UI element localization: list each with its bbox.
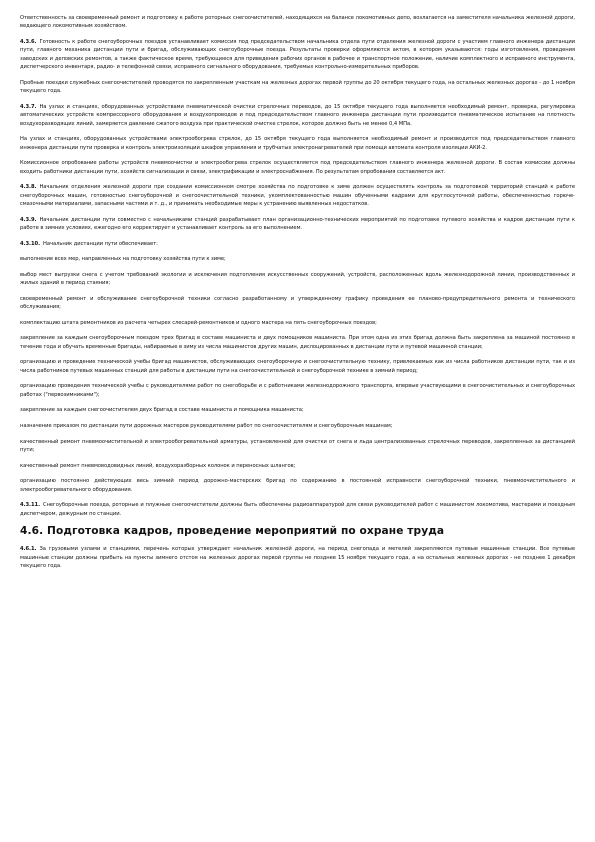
clause-number: 4.3.9.: [20, 216, 37, 223]
paragraph-text: Готовность к работе снегоуборочных поездов устанавливает комиссия под председательством начальника отдела пути отделения железной дороги с участием главного инженера дистанции пути, главного механика дистанции пути и бригад, обслуживающих снегоуборочные поезда. Результаты проверки оформляются актом, в котором указываются: годы изготовления, проведения заводских и деповских ремонтов, а также фактическое время, требующееся для приведения рабочих органов в рабочее и транспортное положение, наличие комплектного и исправного инструмента, диспетчерского инвентаря, радио- и телефонной связи, исправного сигнального оборудования, требуемых контрольно-измерительных приборов.: [20, 39, 575, 71]
paragraph-text: Начальник отделения железной дороги при создании комиссионном смотре хозяйства по подготовке к зиме должен осуществлять контроль за подготовкой территорий станций к работе снегоуборочных машин, готовностью снегоуборочной и снегоочистительной техники, укомплектованностью машин обученными кадрами для круглосуточной работы, обеспеченностью горюче-смазочными материалами, запасными частями и т. д., и принимать необходимые меры к устранению выявленных недостатков.: [20, 184, 575, 208]
paragraph: [20, 216, 575, 233]
paragraph: [20, 319, 575, 327]
paragraph: [20, 382, 575, 399]
paragraph: [20, 545, 575, 570]
paragraph: [20, 406, 575, 414]
paragraph-text: Ответственность за своевременный ремонт и подготовку к работе роторных снегоочистителей, находящихся на балансе локомотивных депо, возлагается на заместителя начальника железной дороги, ведающего локомотивным хозяйством.: [20, 15, 575, 30]
paragraph: [20, 79, 575, 96]
clause-number: 4.3.6.: [20, 39, 37, 45]
paragraph: [20, 295, 575, 312]
paragraph: [20, 255, 575, 263]
paragraph-text: организацию проведения технической учебы с руководителями работ по снегоборьбе и с работниками железнодорожного транспорта, впервые участвующими в снегоочистительных и снегоуборочных работах ("первозимниками");: [20, 383, 575, 398]
clause-number: 4.3.11.: [20, 502, 40, 509]
paragraph: [20, 159, 575, 176]
paragraph-text: своевременный ремонт и обслуживание снегоуборочной техники согласно разработанному и утвержденному графику проведения ее планово-предупредительного ремонта и технического обслуживания;: [20, 295, 575, 311]
paragraph: [20, 14, 575, 31]
paragraph: [20, 438, 575, 455]
paragraph: [20, 135, 575, 152]
paragraph-text: На узлах и станциях, оборудованных устройствами пневматической очистки стрелочных переводов, до 15 октября текущего года выполняется необходимый ремонт, проверка, регулировка автоматических устройств компрессорного оборудования и воздухопроводов и под председательством главного инженера дистанции пути производится пневматическое испытание на плотность воздухоразводящих линий, замеряется давление сжатого воздуха при практической очистке стрелок, которое должно быть не менее 0,4 МПа.: [20, 103, 575, 127]
paragraph-text: Пробные поездки служебных снегоочистителей проводятся по закрепленным участкам на железных дорогах первой группы до 20 октября текущего года, на остальных железных дорогах - до 1 ноября текущего года.: [20, 79, 575, 95]
section-heading: 4.6. Подготовка кадров, проведение мероприятий по охране труда: [20, 525, 445, 538]
clause-number: 4.3.10.: [20, 240, 40, 247]
paragraphs-before: [20, 14, 575, 518]
paragraph: [20, 422, 575, 430]
paragraph-text: Начальник дистанции пути обеспечивает:: [43, 240, 158, 247]
paragraph-text: качественный ремонт пневмоводовидных линий, воздухоразборных колонок и переносных шлангов;: [20, 462, 296, 469]
paragraph-text: выполнение всех мер, направленных на подготовку хозяйства пути к зиме;: [20, 256, 226, 263]
paragraph-text: организацию и проведение технической учебы бригад машинистов, обслуживающих снегоуборочную и снегоочистительную технику, привлекаемых как из числа работников дистанции пути, так и из числа работников путевых машинных станций для работы в дистанции пути на снегоочистительной и снегоуборочной технике в зимний период;: [20, 359, 575, 374]
paragraph-text: Снегоуборочные поезда, роторные и плужные снегоочистители должны быть обеспечены радиоаппаратурой для связи руководителей работ с машинистом локомотива, мастерами и поездным диспетчером, дежурным по станции.: [20, 502, 575, 517]
clause-number: 4.3.7.: [20, 103, 37, 110]
paragraph-text: Комиссионное опробование работы устройств пневмоочистки и электрообогрева стрелок осуществляется под председательством главного инженера железной дороги. В состав комиссии должны входить работники дистанции пути, хозяйств сигнализации и связи, электрификации и электроснабжения. По результатам опробования составляется акт.: [20, 160, 575, 175]
paragraph: [20, 462, 575, 470]
paragraph: [20, 183, 575, 208]
clause-number: 4.6.1.: [20, 546, 37, 553]
paragraph-text: назначение приказом по дистанции пути дорожных мастеров руководителями работ по снегоочистителям и снегоуборочным машинам;: [20, 423, 393, 429]
paragraph: [20, 240, 575, 248]
paragraph-text: организацию постоянно действующих весь зимний период дорожно-мастерских бригад по содержанию в постоянной исправности снегоуборочной техники, пневмоочистительного и электрообогревательного оборудования.: [20, 478, 575, 493]
paragraph-text: На узлах и станциях, оборудованных устройствами электрообогрева стрелок, до 15 октября текущего года выполняется необходимый ремонт и производится под председательством главного инженера дистанции пути проверка и контроль электроизоляции шкафов управления и трубчатых электронагревателей при помощи автомата контроля изоляции АКИ-2.: [20, 136, 575, 151]
paragraph-text: качественный ремонт пневмоочистительной и электрообогревательной арматуры, установленной для очистки от снега и льда централизованных стрелочных переводов, закрепленных за дистанцией пути;: [20, 438, 575, 453]
paragraph-text: закрепление за каждым снегоочистителем двух бригад в составе машиниста и помощника машиниста;: [20, 407, 304, 414]
paragraph-text: комплектацию штата ремонтников из расчета четырех слесарей-ремонтников и одного мастера на пять снегоуборочных поездов;: [20, 319, 377, 326]
paragraph: [20, 358, 575, 375]
paragraph: [20, 271, 575, 288]
paragraph: [20, 103, 575, 128]
paragraph: [20, 38, 575, 72]
paragraph: [20, 501, 575, 518]
paragraph-text: закрепление за каждым снегоуборочным поездом трех бригад в составе машиниста и двух помощников машиниста. При этом одна из этих бригад должна быть закреплена за машиной постоянно в течение года и обучать временные бригады, набираемые в зиму из числа машинистов других машин, дислоцированных в дистанции пути и путевой машинной станции;: [20, 335, 575, 350]
paragraph-text: Начальник дистанции пути совместно с начальниками станций разрабатывает план организационно-технических мероприятий по подготовке путевого хозяйства и кадров дистанции пути к работе в зимних условиях, ежегодно его корректирует и устанавливает контроль за его выполнением.: [20, 216, 575, 232]
paragraph: [20, 477, 575, 494]
clause-number: 4.3.8.: [20, 184, 37, 191]
paragraphs-after: [20, 545, 575, 570]
paragraph-text: выбор мест выгрузки снега с учетом требований экологии и исключения подтопления искусственных сооружений, устройств, расположенных вдоль железнодорожной линии, производственных и жилых зданий в период стаяния;: [20, 271, 575, 287]
paragraph-text: За грузовыми узлами и станциями, перечень которых утверждает начальник железной дороги, на период снегопада и метелей закрепляются путевые машинные станции. Все путевые машинные станции должны прибыть на пункты зимнего отстоя на железных дорогах первой группы не позднее 15 ноября текущего года, а на остальных железных дорогах - не позднее 1 декабря текущего года.: [20, 546, 575, 569]
paragraph: [20, 334, 575, 351]
